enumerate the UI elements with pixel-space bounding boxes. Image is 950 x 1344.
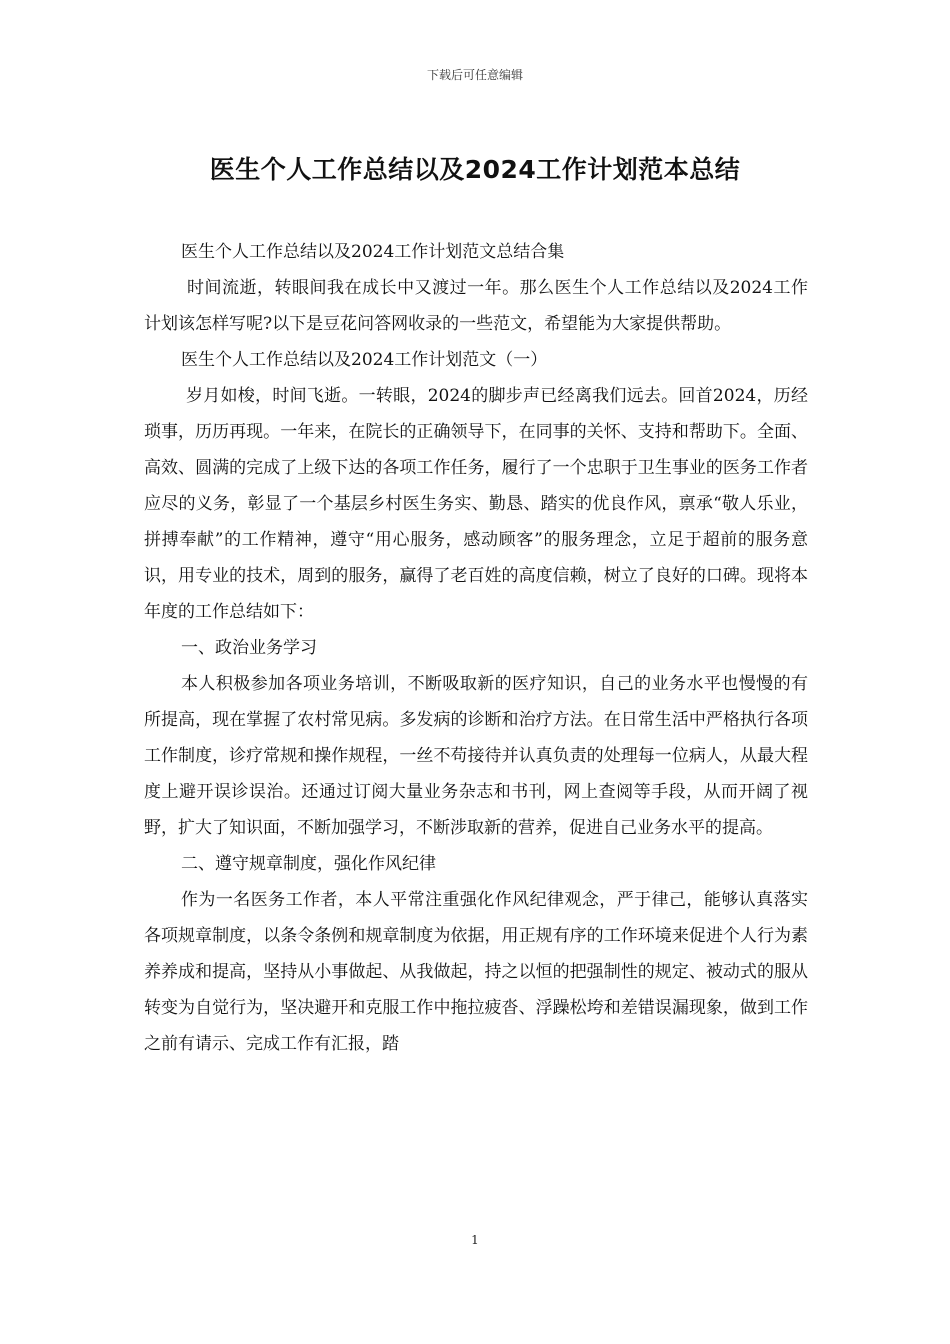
section-heading-political-study: 一、政治业务学习 [181, 638, 317, 658]
paragraph-collection-heading: 医生个人工作总结以及2024工作计划范文总结合集 [181, 242, 565, 262]
paragraph-sample-heading: 医生个人工作总结以及2024工作计划范文（一） [181, 350, 548, 370]
paragraph-intro: 时间流逝，转眼间我在成长中又渡过一年。那么医生个人工作总结以及2024工作计划该怎样写呢?以下是豆花问答网收录的一些范文，希望能为大家提供帮助。 [144, 278, 808, 334]
page-number: 1 [471, 1233, 479, 1247]
paragraph-political-study: 本人积极参加各项业务培训，不断吸取新的医疗知识，自己的业务水平也慢慢的有所提高，现在掌握了农村常见病。多发病的诊断和治疗方法。在日常生活中严格执行各项工作制度，诊疗常规和操作规程，一丝不苟接待并认真负责的处理每一位病人，从最大程度上避开误诊误治。还通过订阅大量业务杂志和书刊，网上查阅等手段，从而开阔了视野，扩大了知识面，不断加强学习，不断涉取新的营养，促进自己业务水平的提高。 [144, 674, 808, 838]
paragraph-sample-opening: 岁月如梭，时间飞逝。一转眼，2024的脚步声已经离我们远去。回首2024，历经琐事，历历再现。一年来，在院长的正确领导下，在同事的关怀、支持和帮助下。全面、高效、圆满的完成了上级下达的各项工作任务，履行了一个忠职于卫生事业的医务工作者应尽的义务，彰显了一个基层乡村医生务实、勤恳、踏实的优良作风，禀承“敬人乐业，拼搏奉献”的工作精神，遵守“用心服务，感动顾客”的服务理念，立足于超前的服务意识，用专业的技术，周到的服务，赢得了老百姓的高度信赖，树立了良好的口碑。现将本年度的工作总结如下： [144, 386, 808, 622]
document-body [144, 234, 808, 1062]
document-title: 医生个人工作总结以及2024工作计划范本总结 [209, 155, 741, 184]
header-note: 下载后可任意编辑 [426, 68, 523, 82]
section-heading-discipline: 二、遵守规章制度，强化作风纪律 [181, 854, 436, 874]
paragraph-discipline: 作为一名医务工作者，本人平常注重强化作风纪律观念，严于律己，能够认真落实各项规章制度，以条令条例和规章制度为依据，用正规有序的工作环境来促进个人行为素养养成和提高，坚持从小事做起、从我做起，持之以恒的把强制性的规定、被动式的服从转变为自觉行为，坚决避开和克服工作中拖拉疲沓、浮躁松垮和差错误漏现象，做到工作之前有请示、完成工作有汇报，踏 [144, 890, 808, 1054]
